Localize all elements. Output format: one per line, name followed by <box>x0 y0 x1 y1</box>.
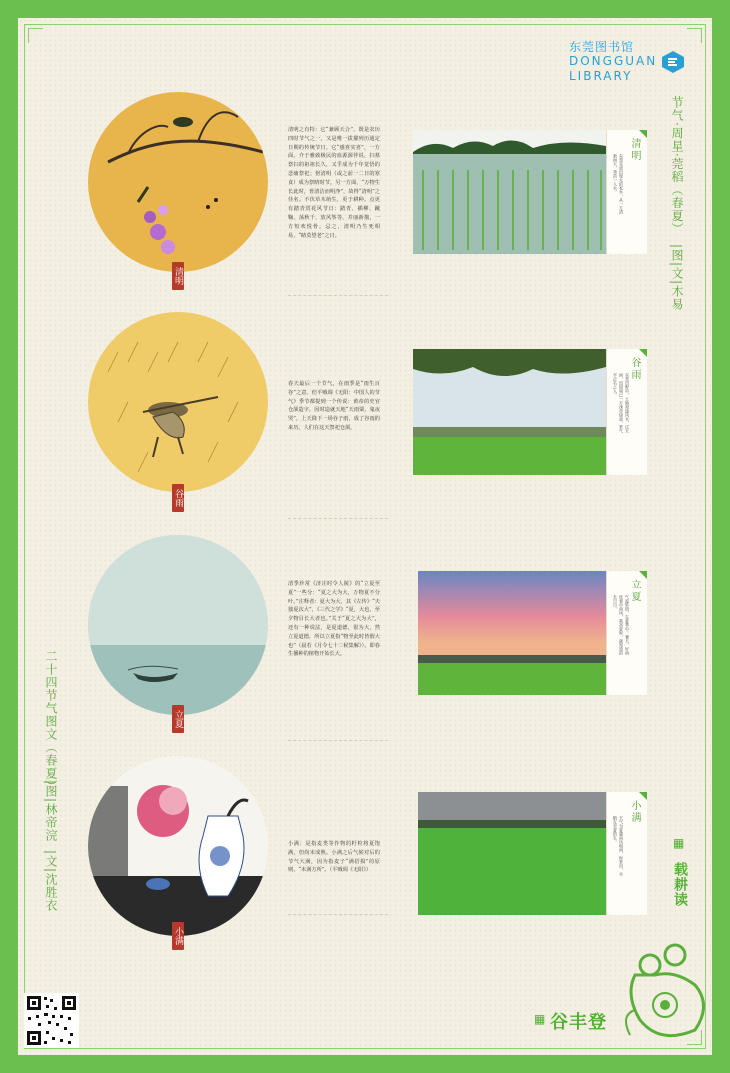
painting-xiaoman <box>88 756 268 936</box>
title-left-main: 二十四节气图文（春夏） <box>44 650 58 793</box>
text-qingming: 清明之有特：它“兼顾天合”，既是农历四时节气之一，又是唯一拔擢列历通定日期的传统节日。它“感喜实喜”，一方面，介于雅致极民的血源源伴说，扫墓祭扫的祖祖长久，又乎成为千年觉悟的悲痛祭祀；傍清明（或之前一二日的寒食）成为祭晴时节。另一方面，“万物生长此时，皆清洁而明净”，故得“清明”之佳名。不伏草木萌生，更于耕种。点更有踏青赏花风节日：踏青、插柳、蹴鞠、荡秋千、放风筝等，并丽新描，一方短欢悦骨。忌之，清明乃生死相易，“睹莫望老”之日。 <box>288 127 380 239</box>
tag-title-lixia: 立夏 <box>629 579 640 603</box>
seal-qingming: 清明 <box>172 262 184 290</box>
brand-gu-feng-deng: 谷丰登 <box>550 1012 607 1033</box>
photo-guyu <box>413 349 606 475</box>
tag-title-qingming: 清明 <box>629 138 640 162</box>
painting-lixia <box>88 535 268 715</box>
library-name-en: LIBRARY <box>569 69 633 83</box>
tag-note-guyu: 东莞田野中，土地初逢风水，过天雨，田园间已一方丝草绿意，景气平正名之入。 <box>613 373 630 433</box>
painting-qingming <box>88 92 268 272</box>
title-left-credit-image: |图|林帝浣 <box>44 780 58 843</box>
brand-mark-icon: ▦ <box>534 1012 546 1026</box>
library-logo <box>555 38 690 88</box>
text-xiaoman: 小满：是指麦类等作物的籽粒将夏饱满，但尚未成熟。小满之后气候对后的节气大满，因为指麦子“满招损”的原则，“未满方所”。（平贼调《无阳》） <box>288 841 380 874</box>
title-right-main: 节气·周星·莞稻（春夏） <box>670 96 684 236</box>
photo-lixia <box>418 571 606 695</box>
library-name-cn: 东莞图书馆 <box>569 40 635 54</box>
library-name-en: DONGGUAN <box>569 54 658 68</box>
frame-corner <box>28 28 43 43</box>
seal-xiaoman: 小满 <box>172 922 184 950</box>
brand-mark-icon: ▦ <box>673 836 685 850</box>
tag-title-guyu: 谷雨 <box>629 357 640 381</box>
tag-corner <box>639 792 647 800</box>
tag-corner <box>639 130 647 138</box>
tag-corner <box>639 349 647 357</box>
rat-papercut-icon <box>620 935 712 1050</box>
title-right-credit: |图|文|木易 <box>670 244 684 312</box>
divider <box>288 914 388 915</box>
library-mark-icon <box>661 50 685 74</box>
seal-guyu: 谷雨 <box>172 484 184 512</box>
tag-title-xiaoman: 小满 <box>629 800 640 824</box>
tag-note-lixia: 气温转热，在夏季中。暑天，好雨连着中南风，我初夏时，就知道的长日日。 <box>613 595 630 655</box>
tag-note-qingming: 东莞东部出现太的家乡，从一方清新雨天，秀苗一入水。 <box>613 154 624 214</box>
divider <box>288 518 388 519</box>
tag-qingming <box>606 130 647 254</box>
tag-guyu <box>606 349 647 475</box>
divider <box>288 740 388 741</box>
title-left-credit-text: |文|沈胜衣 <box>44 850 58 913</box>
photo-xiaoman <box>418 792 606 915</box>
seal-lixia: 立夏 <box>172 705 184 733</box>
text-lixia: 清季珍常《济注时令人陵》的“立夏至夏”一些分：“夏之大为大，万物夏不分叶。”注释者：夏大为大，其《左传》“夫独夏次大”，《三代之学》“夏，大也，至夕物目长大者也。”关于“夏之大为大”，还有一种说法，是夏道德，很为大，然立夏道德，所以立夏指“物至此时皆假大也”（晨若《月令七十二候集解》），即春生播种的植物开始长大。 <box>288 581 380 658</box>
qr-code[interactable] <box>24 993 79 1048</box>
brand-zai-geng-du: 载耕读 <box>672 862 688 907</box>
text-guyu: 春天最后一个节气，在雨季是“雨生百谷”之意。但平贼调《无阳：中国人的节气》季节都提到一个传说：黄帝的史官仓颉造字，因时造就天地“天雨粟，鬼夜哭”，上天降下一场谷子雨，成了谷雨的来历。人们在这天祭祀仓颉。 <box>288 381 380 431</box>
painting-guyu <box>88 312 268 492</box>
tag-note-xiaoman: 天气为夏越南风相同，时景田，水稻在至夏的生。 <box>613 816 624 876</box>
divider <box>288 295 388 296</box>
tag-lixia <box>606 571 647 695</box>
photo-qingming <box>413 130 606 254</box>
tag-corner <box>639 571 647 579</box>
tag-xiaoman <box>606 792 647 915</box>
